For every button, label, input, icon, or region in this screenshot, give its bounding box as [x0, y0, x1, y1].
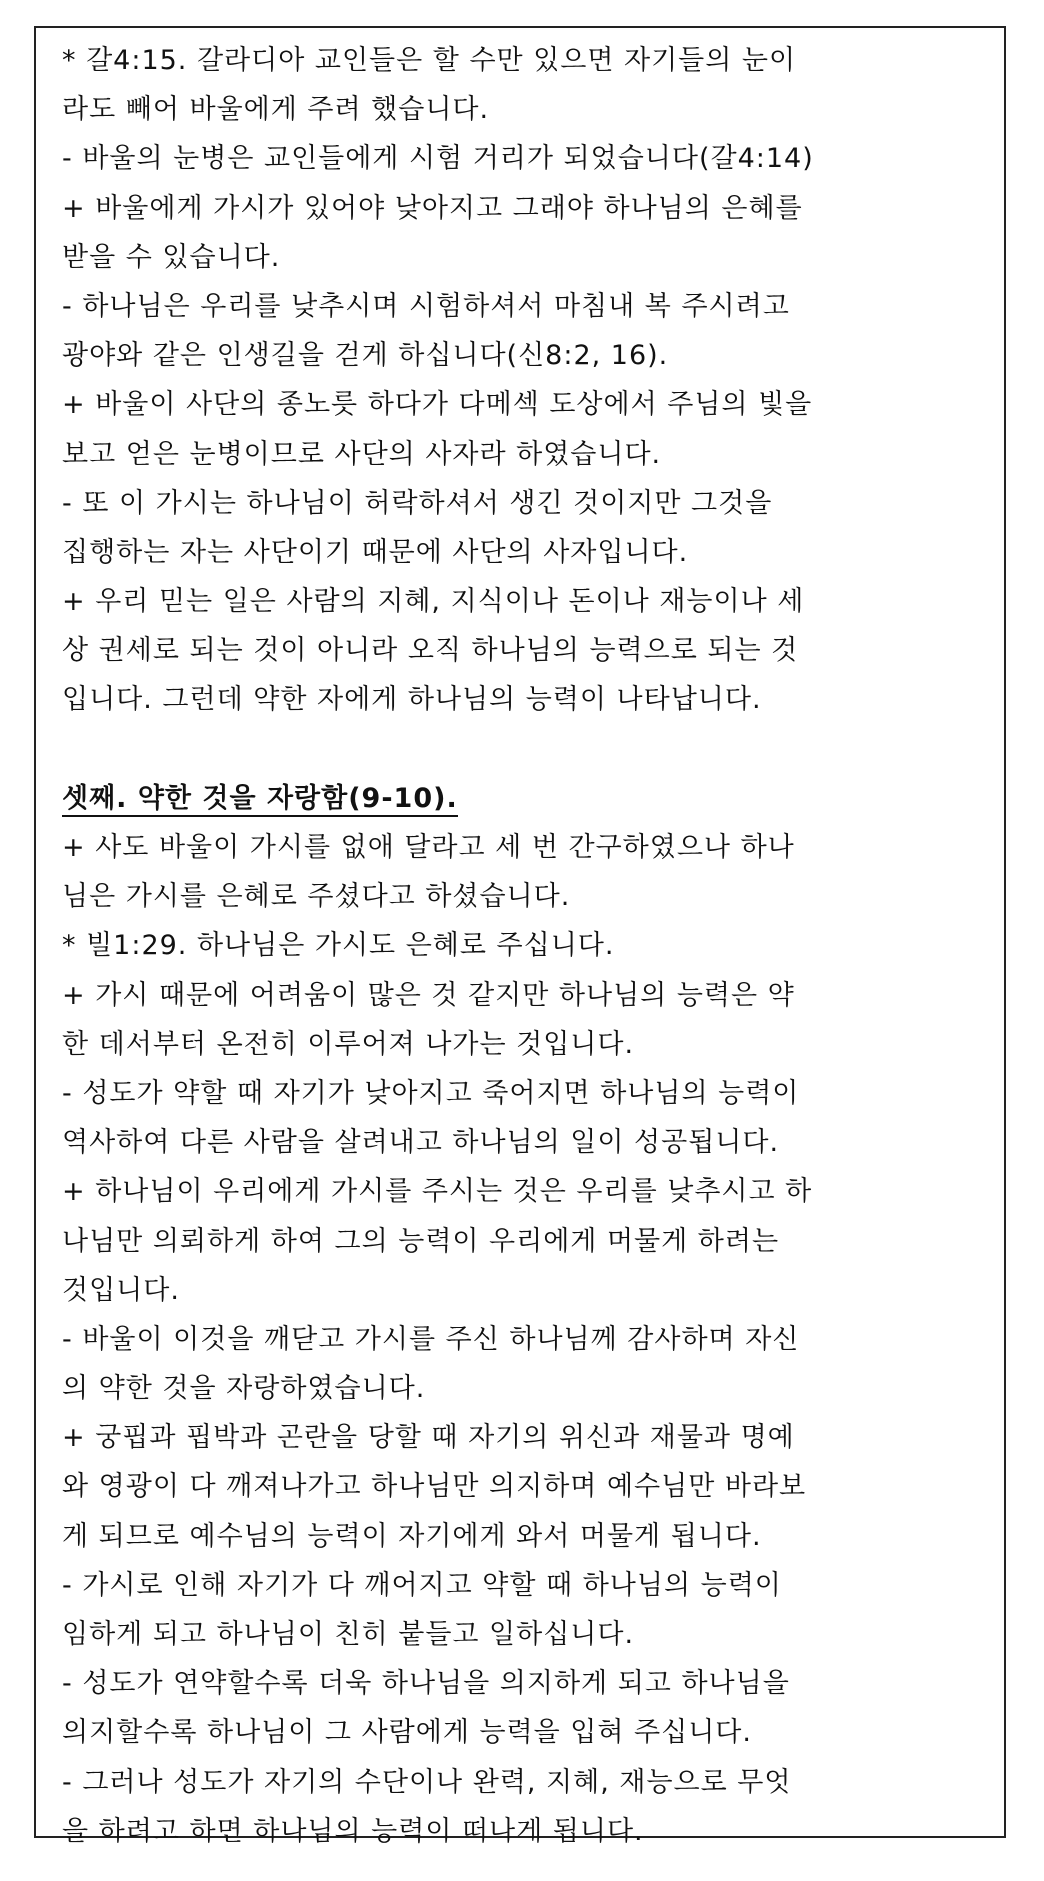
text-line: 의지할수록 하나님이 그 사람에게 능력을 입혀 주십니다.: [62, 1717, 752, 1749]
text-line: 한 데서부터 온전히 이루어져 나가는 것입니다.: [62, 1028, 635, 1060]
text-line: + 사도 바울이 가시를 없애 달라고 세 번 간구하였으나 하나: [62, 832, 795, 863]
text-line: - 바울의 눈병은 교인들에게 시험 거리가 되었습니다(갈4:14): [62, 143, 814, 175]
text-line: 입니다. 그런데 약한 자에게 하나님의 능력이 나타납니다.: [62, 684, 762, 716]
blank-line: [62, 725, 992, 774]
section-heading-text: 셋째. 약한 것을 자랑함(9-10).: [62, 783, 458, 817]
text-line: 상 권세로 되는 것이 아니라 오직 하나님의 능력으로 되는 것: [62, 635, 799, 667]
text-line: - 하나님은 우리를 낮추시며 시험하셔서 마침내 복 주시려고: [62, 290, 790, 322]
text-line: 게 되므로 예수님의 능력이 자기에게 와서 머물게 됩니다.: [62, 1520, 762, 1552]
text-line: - 바울이 이것을 깨닫고 가시를 주신 하나님께 감사하며 자신: [62, 1323, 800, 1355]
text-line: + 궁핍과 핍박과 곤란을 당할 때 자기의 위신과 재물과 명예: [62, 1422, 795, 1454]
text-line: + 가시 때문에 어려움이 많은 것 같지만 하나님의 능력은 약: [62, 979, 795, 1011]
text-line: + 하나님이 우리에게 가시를 주시는 것은 우리를 낮추시고 하: [62, 1176, 813, 1208]
section-heading: [62, 774, 992, 823]
text-line: * 갈4:15. 갈라디아 교인들은 할 수만 있으면 자기들의 눈이: [62, 45, 797, 76]
text-line: 임하게 되고 하나님이 친히 붙들고 일하십니다.: [62, 1619, 635, 1650]
text-line: - 가시로 인해 자기가 다 깨어지고 약할 때 하나님의 능력이: [62, 1569, 782, 1601]
text-line: 을 하려고 하면 하나님의 능력이 떠나게 됩니다.: [62, 1815, 644, 1847]
text-line: 광야와 같은 인생길을 걷게 하십니다(신8:2, 16).: [62, 340, 669, 372]
text-line: 라도 빼어 바울에게 주려 했습니다.: [62, 94, 490, 126]
document-body: [62, 36, 992, 1856]
text-line: 보고 얻은 눈병이므로 사단의 사자라 하였습니다.: [62, 438, 662, 470]
text-line: 나님만 의뢰하게 하여 그의 능력이 우리에게 머물게 하려는: [62, 1225, 780, 1257]
text-line: + 우리 믿는 일은 사람의 지혜, 지식이나 돈이나 재능이나 세: [62, 586, 805, 618]
text-line: - 또 이 가시는 하나님이 허락하셔서 생긴 것이지만 그것을: [62, 487, 773, 519]
text-line: 것입니다.: [62, 1274, 180, 1306]
text-line: + 바울이 사단의 종노릇 하다가 다메섹 도상에서 주님의 빛을: [62, 389, 813, 421]
text-line: 받을 수 있습니다.: [62, 241, 281, 273]
text-line: + 바울에게 가시가 있어야 낮아지고 그래야 하나님의 은혜를: [62, 192, 803, 224]
text-line: 집행하는 자는 사단이기 때문에 사단의 사자입니다.: [62, 536, 689, 568]
text-line: - 성도가 약할 때 자기가 낮아지고 죽어지면 하나님의 능력이: [62, 1077, 800, 1109]
text-line: - 그러나 성도가 자기의 수단이나 완력, 지혜, 재능으로 무엇: [62, 1766, 792, 1798]
text-line: 역사하여 다른 사람을 살려내고 하나님의 일이 성공됩니다.: [62, 1127, 780, 1159]
text-line: 의 약한 것을 자랑하였습니다.: [62, 1373, 426, 1405]
text-line: - 성도가 연약할수록 더욱 하나님을 의지하게 되고 하나님을: [62, 1668, 790, 1700]
text-line: 와 영광이 다 깨져나가고 하나님만 의지하며 예수님만 바라보: [62, 1471, 807, 1503]
text-line: 님은 가시를 은혜로 주셨다고 하셨습니다.: [62, 881, 571, 913]
text-line: * 빌1:29. 하나님은 가시도 은혜로 주십니다.: [62, 930, 615, 962]
